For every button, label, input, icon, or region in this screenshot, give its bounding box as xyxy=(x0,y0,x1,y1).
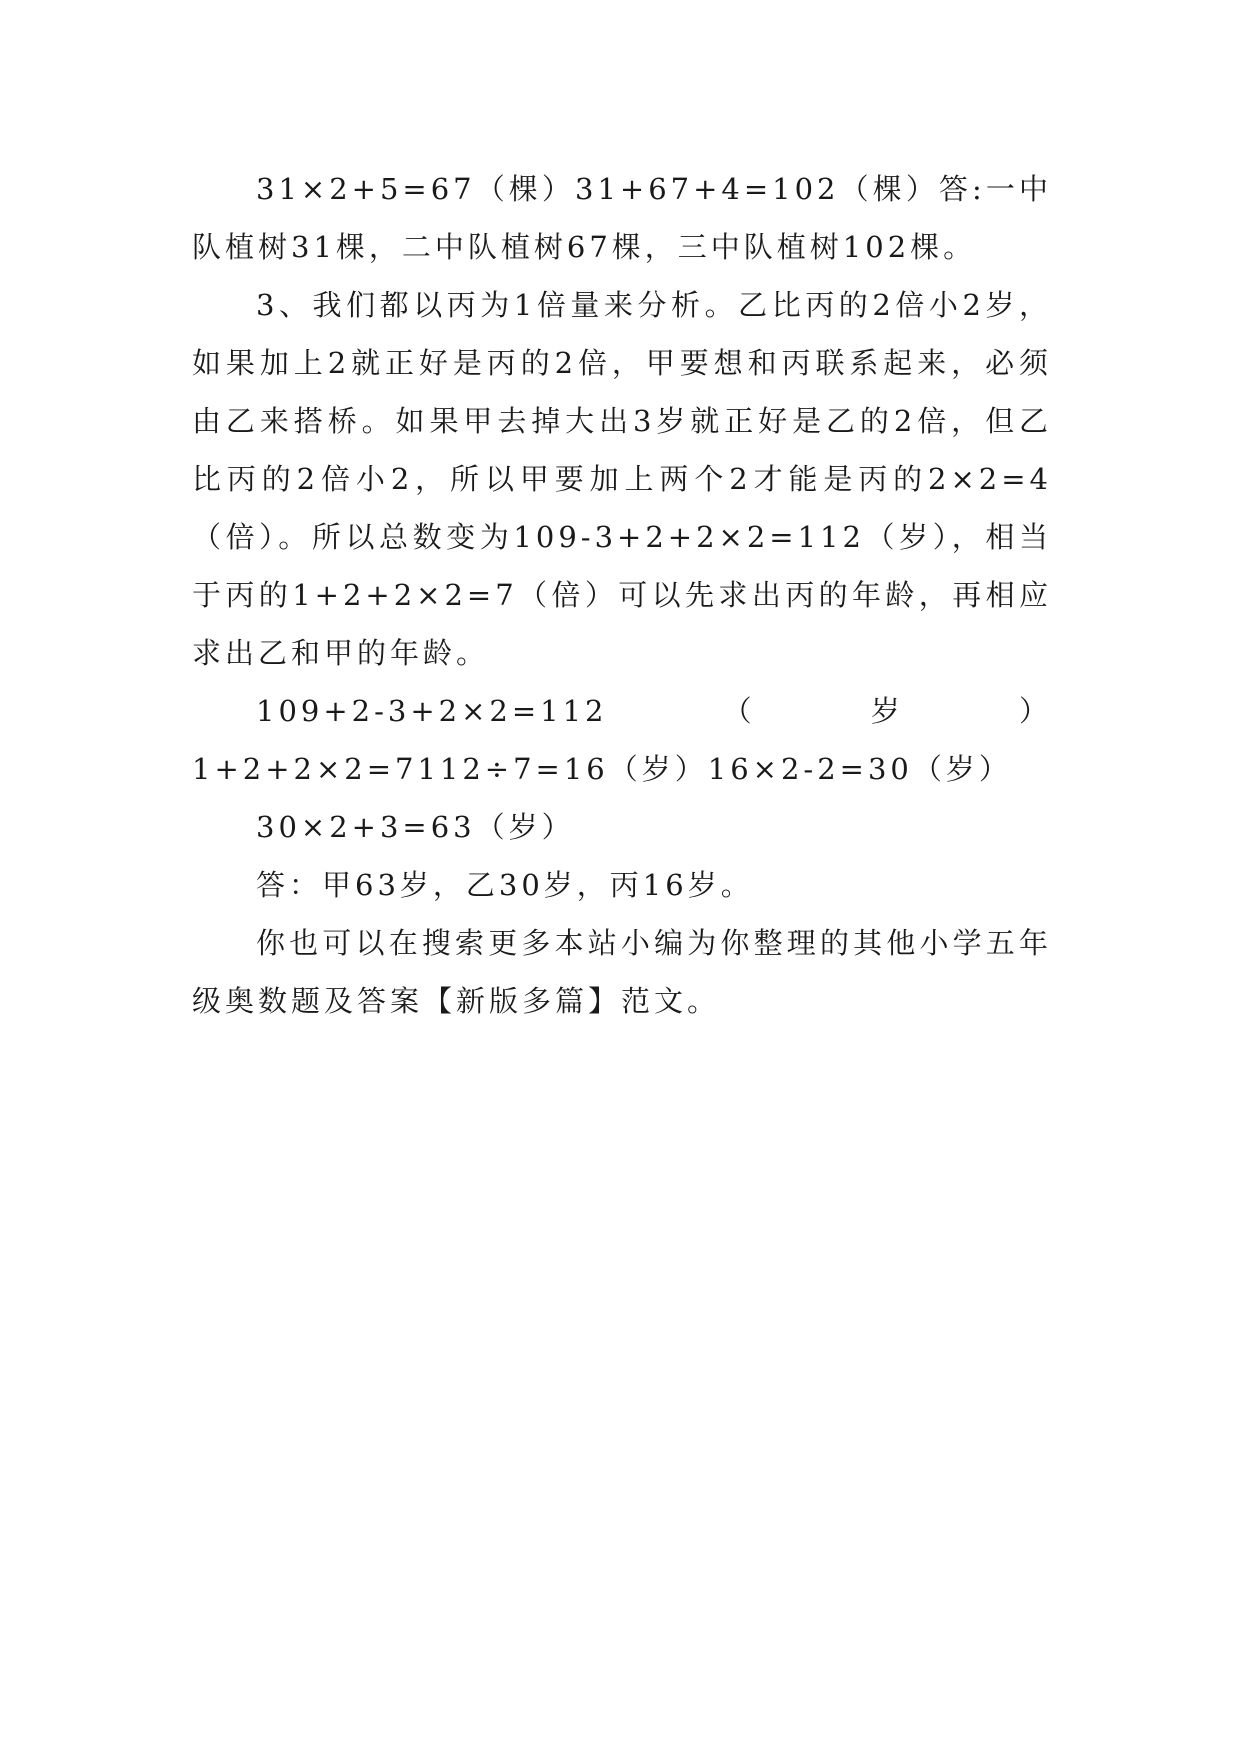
paragraph-age-calculation: 109+2-3+2×2=112（岁）1+2+2×2=7112÷7=16（岁）16×2-2=30（岁） xyxy=(192,694,1052,786)
document-body xyxy=(192,160,1052,1030)
paragraph-age-answer: 答：甲63岁，乙30岁，丙16岁。 xyxy=(256,868,754,902)
paragraph-closing-note: 你也可以在搜索更多本站小编为你整理的其他小学五年级奥数题及答案【新版多篇】范文。 xyxy=(192,926,1052,1018)
paragraph-jia-age-calculation: 30×2+3=63（岁） xyxy=(256,810,575,844)
paragraph-age-analysis: 3、我们都以丙为1倍量来分析。乙比丙的2倍小2岁，如果加上2就正好是丙的2倍，甲要想和丙联系起来，必须由乙来搭桥。如果甲去掉大出3岁就正好是乙的2倍，但乙比丙的2倍小2，所以甲要加上两个2才能是丙的2×2=4（倍）。所以总数变为109-3+2+2×2=112（岁），相当于丙的1+2+2×2=7（倍）可以先求出丙的年龄，再相应求出乙和甲的年龄。 xyxy=(192,288,1052,670)
paragraph-tree-planting-answer: 31×2+5=67（棵）31+67+4=102（棵）答:一中队植树31棵，二中队植树67棵，三中队植树102棵。 xyxy=(192,172,1052,264)
